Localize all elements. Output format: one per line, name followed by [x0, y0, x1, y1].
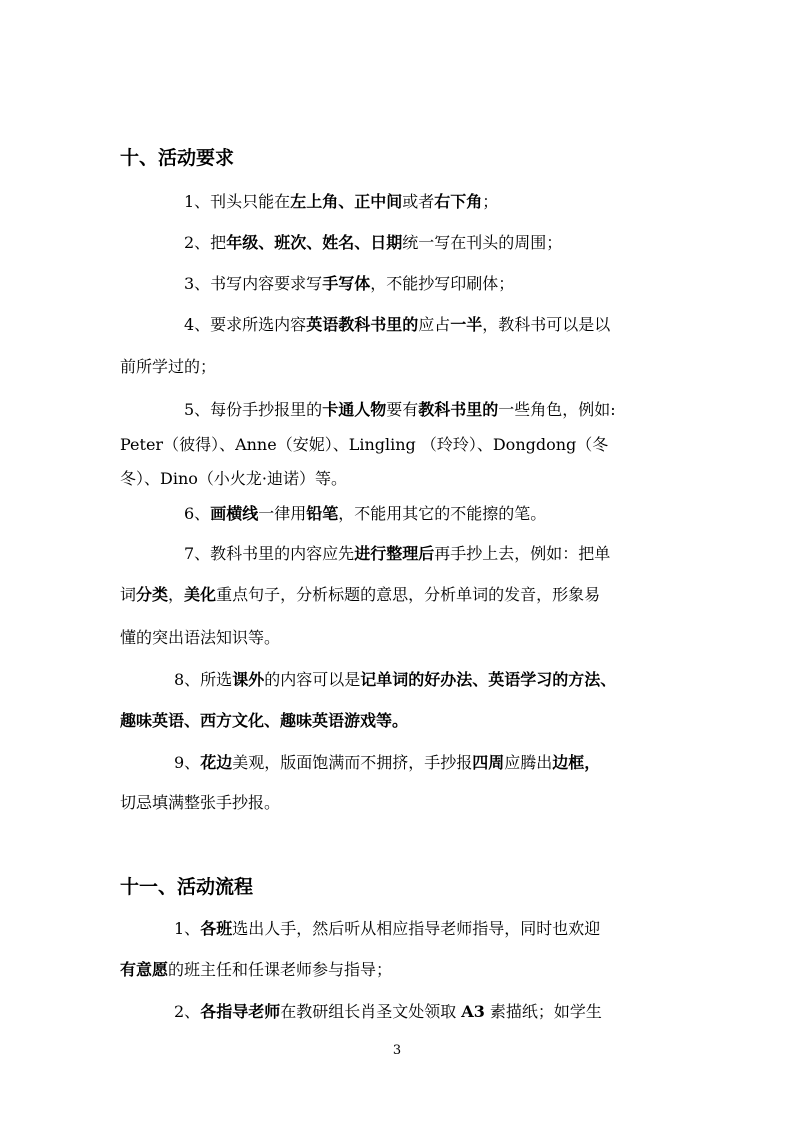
text-run: 统一写在刊头的周围； — [402, 233, 563, 252]
text-run: Peter（彼得）、Anne（安妮）、Lingling （玲玲）、Dongdong（冬 — [120, 435, 609, 454]
bold-text: 分类 — [136, 585, 169, 604]
text-run: 的内容可以是 — [264, 670, 361, 689]
bold-text: 各班 — [200, 919, 233, 938]
bold-text: 花边 — [200, 753, 233, 772]
bold-text: 一半 — [450, 315, 483, 334]
text-run: 4、要求所选内容 — [184, 315, 307, 334]
list-item-line — [120, 959, 392, 981]
text-run: 或者 — [402, 192, 435, 211]
text-run: 重点句子，分析标题的意思，分析单词的发音，形象易 — [216, 585, 601, 604]
list-item-line — [120, 792, 280, 814]
list-item-line — [184, 232, 562, 254]
text-run: 应占 — [418, 315, 451, 334]
bold-text: 右下角 — [434, 192, 483, 211]
bold-text: 趣味英语、西方文化、趣味英语游戏等。 — [120, 711, 409, 730]
text-run: 要有 — [386, 400, 419, 419]
text-run: ， — [168, 585, 185, 604]
bold-text: 边框， — [552, 753, 601, 772]
list-item-line — [174, 752, 600, 774]
bold-text: 有意愿 — [120, 960, 169, 979]
bold-text: 左上角、正中间 — [290, 192, 403, 211]
text-run: 应腾出 — [504, 753, 553, 772]
text-run: 8、所选 — [174, 670, 233, 689]
list-item-line — [174, 918, 600, 940]
list-item-line — [120, 627, 280, 649]
page-number: 3 — [392, 1043, 402, 1058]
section-heading: 十、活动要求 — [120, 147, 235, 169]
list-item-line — [184, 314, 610, 336]
list-item-line — [120, 468, 347, 490]
text-run: 再手抄上去，例如：把单 — [434, 544, 611, 563]
text-run: 7、教科书里的内容应先 — [184, 544, 355, 563]
bold-text: 课外 — [232, 670, 265, 689]
text-run: ，教科书可以是以 — [482, 315, 611, 334]
list-item-line — [184, 503, 546, 525]
text-run: 美观，版面饱满而不拥挤，手抄报 — [232, 753, 473, 772]
list-item-line — [184, 191, 498, 213]
bold-text: 记单词的好办法、英语学习的方法、 — [360, 670, 617, 689]
bold-text: 四周 — [472, 753, 505, 772]
text-run: 5、每份手抄报里的 — [184, 400, 323, 419]
list-item-line — [120, 356, 216, 378]
text-run: 前所学过的； — [120, 357, 217, 376]
text-run: 一律用 — [258, 504, 307, 523]
text-run: 1、刊头只能在 — [184, 192, 291, 211]
bold-text: 英语教科书里的 — [306, 315, 419, 334]
text-run: ，不能用其它的不能擦的笔。 — [338, 504, 547, 523]
text-run: 选出人手，然后听从相应指导老师指导，同时也欢迎 — [232, 919, 601, 938]
bold-text: 各指导老师 — [200, 1002, 281, 1021]
text-run: 1、 — [174, 919, 201, 938]
bold-text: A3 — [461, 1002, 485, 1021]
bold-text: 卡通人物 — [322, 400, 387, 419]
text-run: 9、 — [174, 753, 201, 772]
text-run: 3、书写内容要求写 — [184, 274, 323, 293]
text-run: 6、 — [184, 504, 211, 523]
bold-text: 年级、班次、姓名、日期 — [226, 233, 403, 252]
list-item-line — [184, 273, 514, 295]
section-heading: 十一、活动流程 — [120, 876, 254, 898]
text-run: 2、把 — [184, 233, 227, 252]
text-run: 切忌填满整张手抄报。 — [120, 793, 281, 812]
text-run: 素描纸；如学生 — [484, 1002, 602, 1021]
list-item-line — [184, 399, 616, 421]
bold-text: 画横线 — [210, 504, 259, 523]
list-item-line — [174, 1001, 602, 1023]
list-item-line — [120, 434, 608, 456]
bold-text: 进行整理后 — [354, 544, 435, 563]
text-run: 的班主任和任课老师参与指导； — [168, 960, 393, 979]
text-run: 2、 — [174, 1002, 201, 1021]
text-run: 冬）、Dino（小火龙·迪诺）等。 — [120, 469, 347, 488]
text-run: ； — [482, 192, 499, 211]
bold-text: 美化 — [184, 585, 217, 604]
bold-text: 铅笔 — [306, 504, 339, 523]
list-item-line — [120, 584, 600, 606]
bold-text: 教科书里的 — [418, 400, 499, 419]
text-run: 词 — [120, 585, 137, 604]
list-item-line — [120, 710, 408, 732]
bold-text: 手写体 — [322, 274, 371, 293]
text-run: 一些角色，例如: — [498, 400, 616, 419]
text-run: 在教研组长肖圣文处领取 — [280, 1002, 462, 1021]
list-item-line — [174, 669, 616, 691]
list-item-line — [184, 543, 610, 565]
text-run: 懂的突出语法知识等。 — [120, 628, 281, 647]
text-run: ，不能抄写印刷体； — [370, 274, 515, 293]
